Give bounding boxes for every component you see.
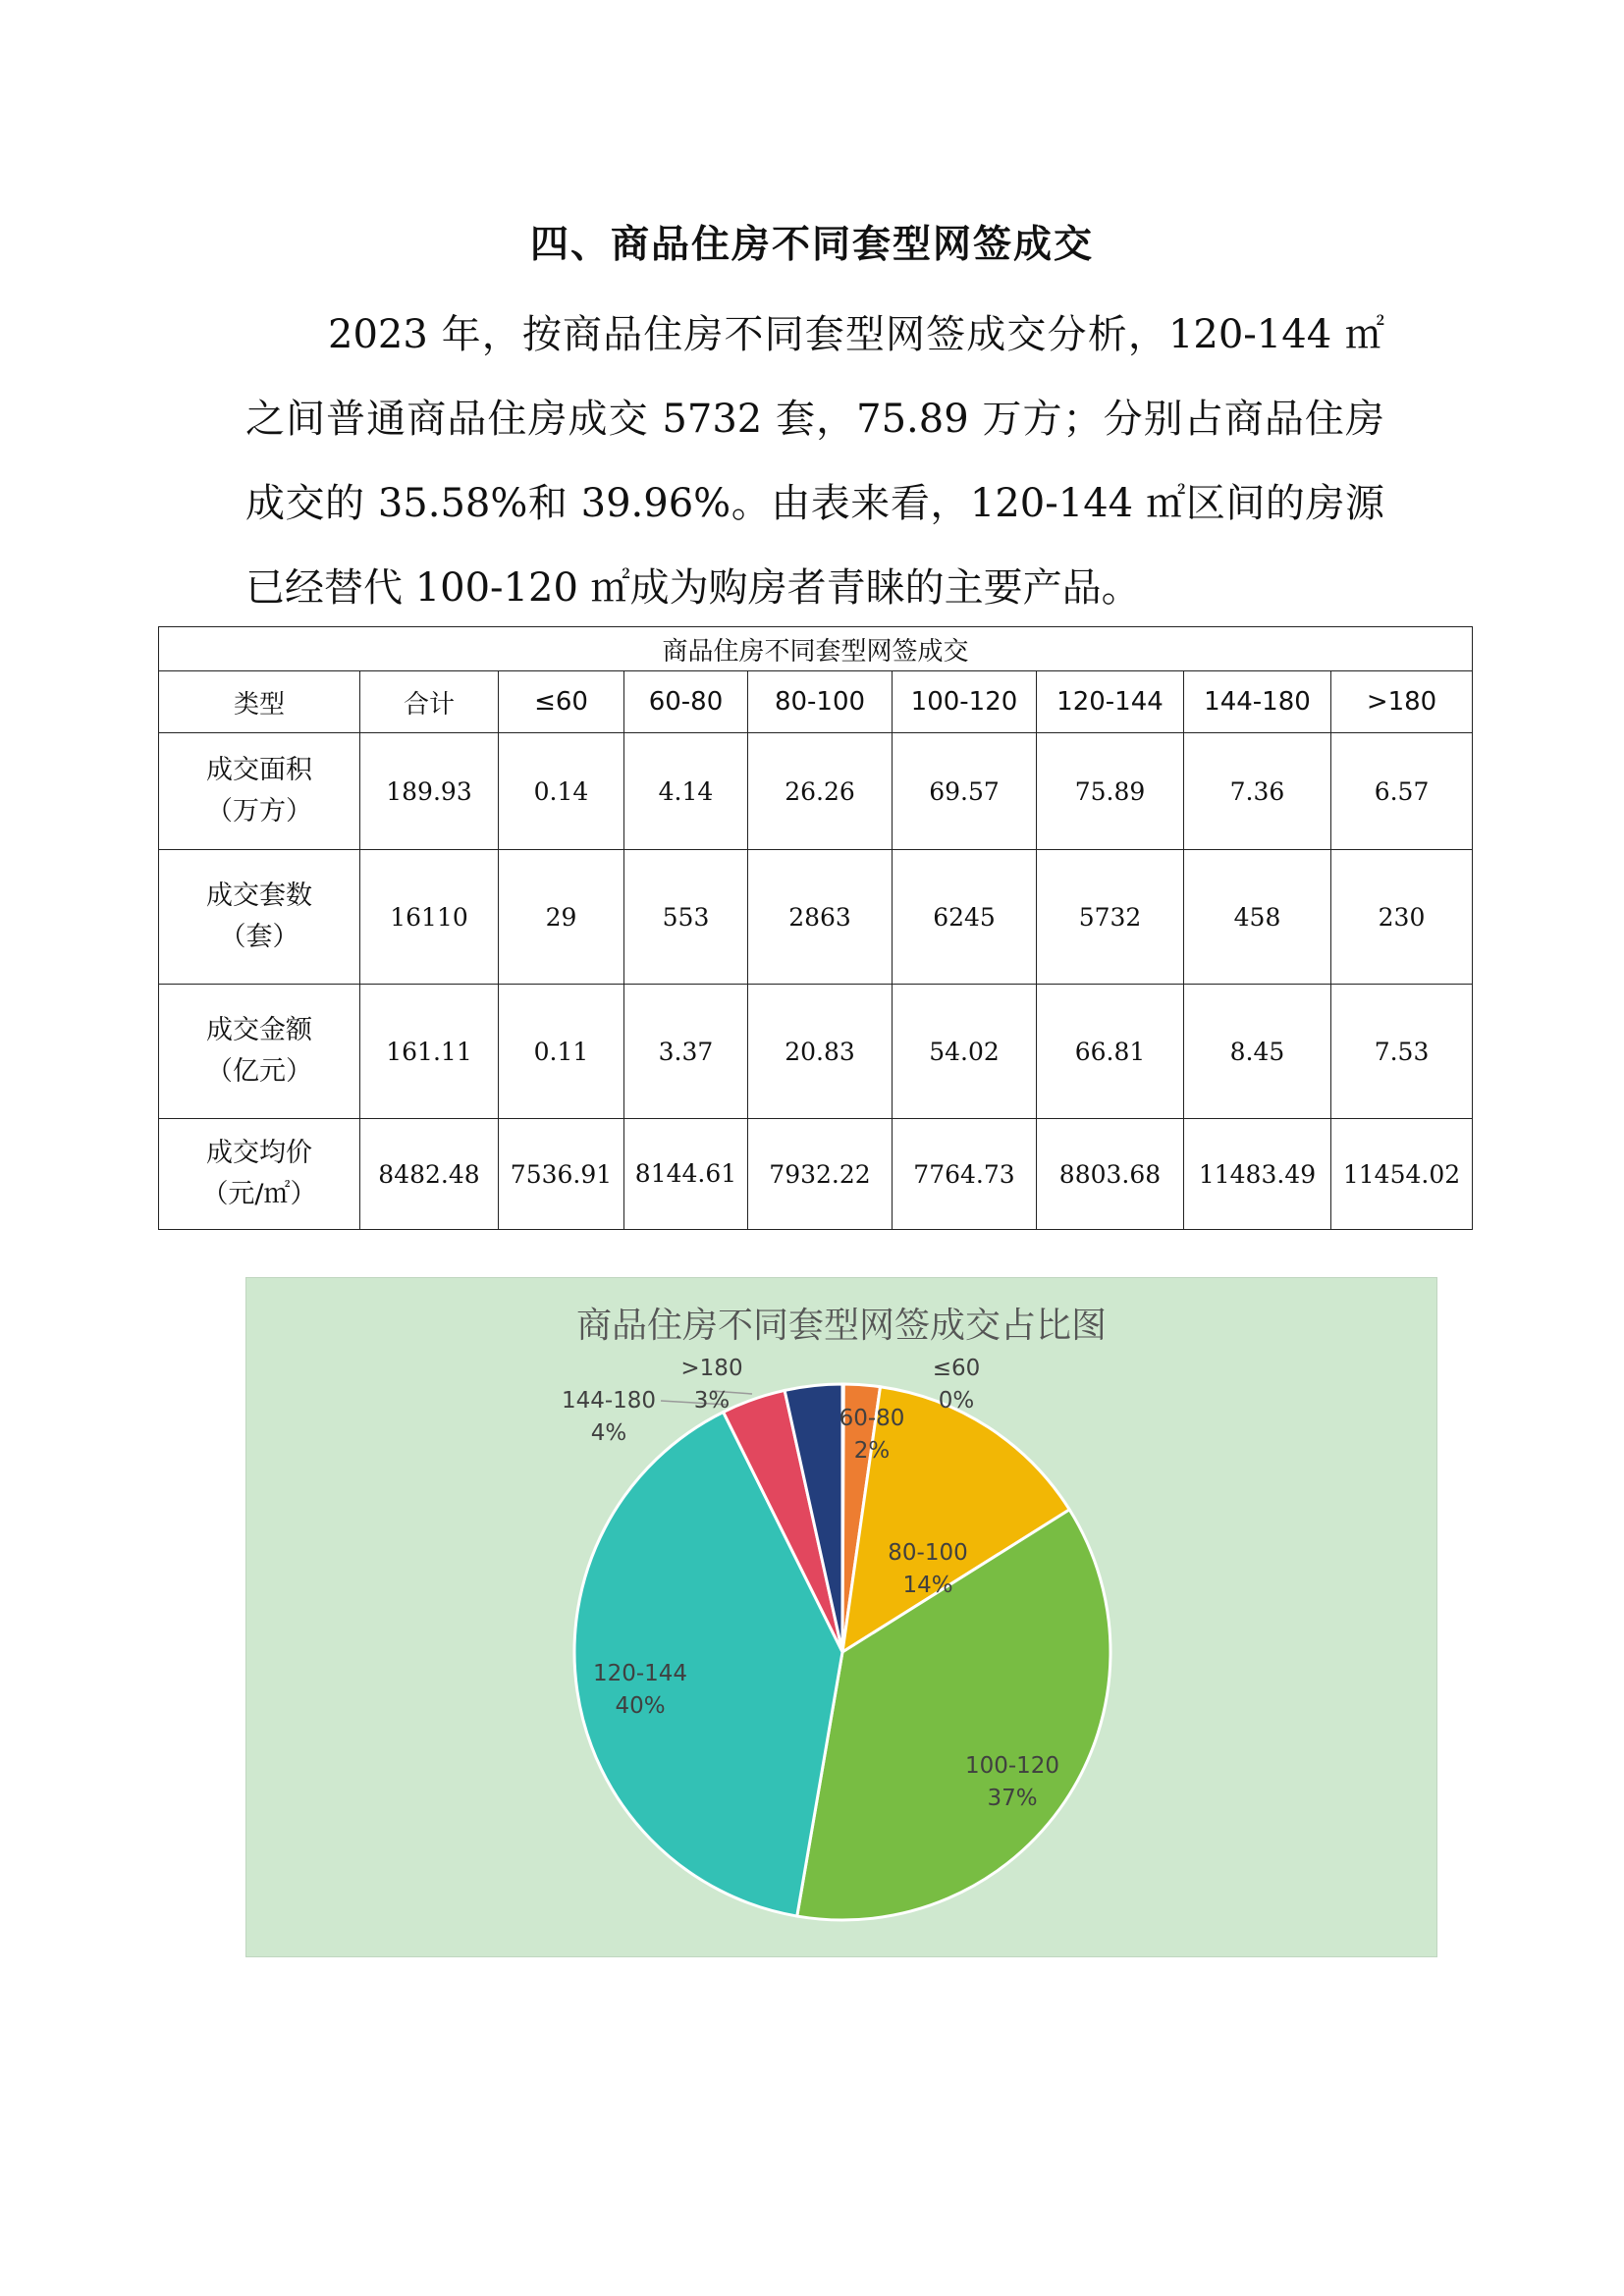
row-label <box>159 1119 360 1230</box>
table-cell: 230 <box>1331 850 1473 985</box>
table-cell: 66.81 <box>1037 985 1184 1119</box>
table-cell: 11483.49 <box>1184 1119 1331 1230</box>
table-cell: 6.57 <box>1331 733 1473 850</box>
table-cell: 7.53 <box>1331 985 1473 1119</box>
table-cell: 3.37 <box>624 985 748 1119</box>
table-cell: 7932.22 <box>748 1119 893 1230</box>
table-cell: 6245 <box>893 850 1037 985</box>
header-cell: 100-120 <box>893 671 1037 733</box>
pie-slice-label: 100-120 <box>964 1753 1060 1779</box>
table-header-row <box>159 671 1473 733</box>
row-label-line: 成交套数 <box>206 881 312 911</box>
pie-slice-percent: 2% <box>853 1438 891 1464</box>
header-cell: >180 <box>1331 671 1473 733</box>
table-row-amount <box>159 985 1473 1119</box>
table-cell: 7764.73 <box>893 1119 1037 1230</box>
row-label <box>159 985 360 1119</box>
table-row-price <box>159 1119 1473 1230</box>
row-label <box>159 733 360 850</box>
section-heading: 四、商品住房不同套型网签成交 <box>529 222 1094 267</box>
table-cell: 8482.48 <box>360 1119 499 1230</box>
table-cell: 553 <box>624 850 748 985</box>
header-cell: 60-80 <box>624 671 748 733</box>
header-cell: 144-180 <box>1184 671 1331 733</box>
table-cell: 75.89 <box>1037 733 1184 850</box>
header-cell: ≤60 <box>499 671 624 733</box>
table-cell: 11454.02 <box>1331 1119 1473 1230</box>
table-cell: 29 <box>499 850 624 985</box>
row-label-line: 成交面积 <box>206 755 312 785</box>
header-cell: 类型 <box>159 671 360 733</box>
housing-type-table <box>158 626 1473 1230</box>
pie-slice-percent: 4% <box>590 1420 627 1446</box>
table-row-area <box>159 733 1473 850</box>
header-cell: 合计 <box>360 671 499 733</box>
table-cell: 5732 <box>1037 850 1184 985</box>
table-cell: 26.26 <box>748 733 893 850</box>
row-label-unit: （亿元） <box>206 1056 312 1087</box>
table-cell: 8.45 <box>1184 985 1331 1119</box>
table-caption: 商品住房不同套型网签成交 <box>159 627 1473 671</box>
housing-type-table-wrap <box>158 626 1472 1230</box>
table-cell: 69.57 <box>893 733 1037 850</box>
table-cell: 16110 <box>360 850 499 985</box>
body-paragraph: 2023 年，按商品住房不同套型网签成交分析，120-144 ㎡之间普通商品住房成交 5732 套，75.89 万方；分别占商品住房成交的 35.58%和 39.96%。由表来看，120-144 ㎡区间的房源已经替代 100-120 ㎡成为购房者青睐的主要产品。 <box>245 312 1384 611</box>
table-cell: 161.11 <box>360 985 499 1119</box>
pie-slice-percent: 14% <box>902 1573 953 1598</box>
table-cell: 189.93 <box>360 733 499 850</box>
row-label-unit: （套） <box>219 922 299 952</box>
header-cell: 120-144 <box>1037 671 1184 733</box>
table-cell: 0.14 <box>499 733 624 850</box>
row-label-line: 成交均价 <box>206 1138 312 1168</box>
row-label <box>159 850 360 985</box>
pie-chart-area <box>245 1277 1437 1957</box>
pie-slice-label: 144-180 <box>561 1388 657 1414</box>
table-cell: 7536.91 <box>499 1119 624 1230</box>
table-cell: 4.14 <box>624 733 748 850</box>
table-cell: 8144.61 <box>624 1119 748 1230</box>
pie-slice-label: >180 <box>680 1356 743 1381</box>
table-cell: 8803.68 <box>1037 1119 1184 1230</box>
pie-slice-label: 80-100 <box>888 1540 968 1566</box>
row-label-unit: （万方） <box>206 796 312 827</box>
pie-slice-label: 120-144 <box>592 1661 688 1686</box>
table-cell: 2863 <box>748 850 893 985</box>
chart-title: 商品住房不同套型网签成交占比图 <box>575 1306 1107 1346</box>
pie-chart <box>246 1278 1436 1956</box>
pie-slice-label: ≤60 <box>932 1356 981 1381</box>
table-cell: 54.02 <box>893 985 1037 1119</box>
header-cell: 80-100 <box>748 671 893 733</box>
row-label-line: 成交金额 <box>206 1015 312 1045</box>
table-cell: 7.36 <box>1184 733 1331 850</box>
table-caption-row <box>159 627 1473 671</box>
pie-slice-label: 60-80 <box>839 1406 905 1431</box>
table-row-units <box>159 850 1473 985</box>
pie-slice-percent: 37% <box>987 1786 1038 1811</box>
table-cell: 20.83 <box>748 985 893 1119</box>
row-label-unit: （元/㎡） <box>201 1179 317 1209</box>
pie-slice-percent: 0% <box>938 1388 975 1414</box>
table-cell: 458 <box>1184 850 1331 985</box>
pie-slice-percent: 40% <box>615 1693 666 1719</box>
table-cell: 0.11 <box>499 985 624 1119</box>
pie-slice-percent: 3% <box>693 1388 731 1414</box>
